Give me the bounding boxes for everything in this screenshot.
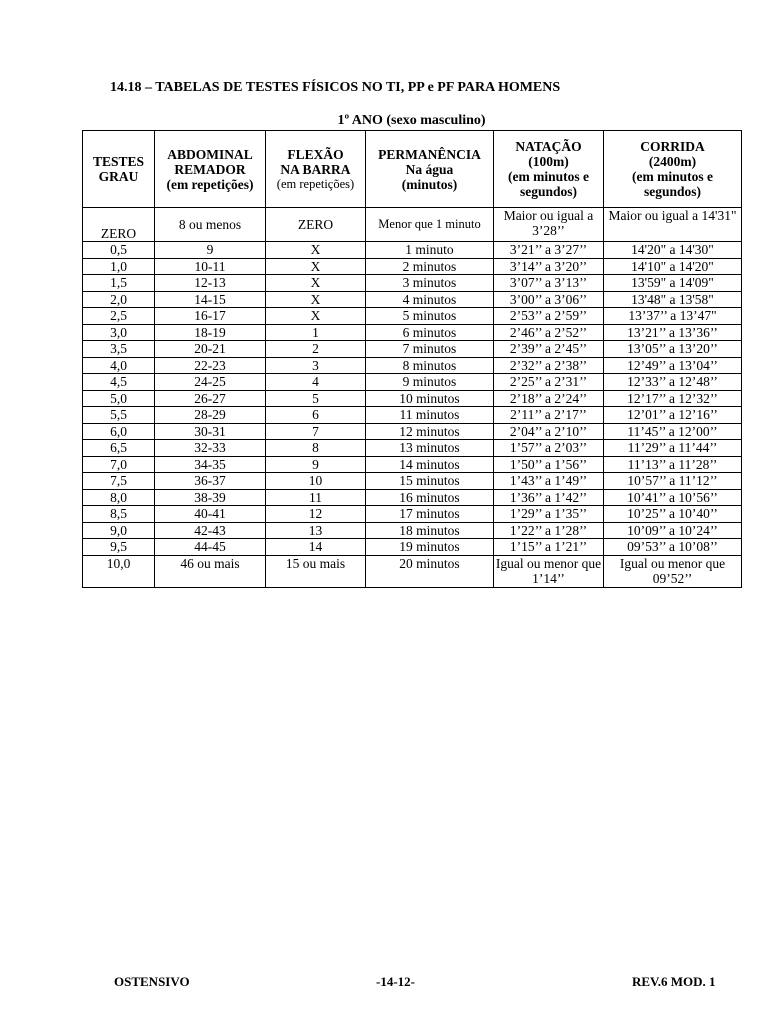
table-row [83, 242, 742, 259]
cell-natacao: 2’11’’ a 2’17’’ [494, 407, 604, 424]
header-corrida: CORRIDA (2400m) (em minutos e segundos) [604, 131, 742, 208]
cell-permanencia: 17 minutos [366, 506, 494, 523]
table-row [83, 423, 742, 440]
cell-permanencia: 7 minutos [366, 341, 494, 358]
cell-corrida: 09’53’’ a 10’08’’ [604, 539, 742, 556]
cell-grau: ZERO [83, 208, 155, 242]
table-row [83, 440, 742, 457]
cell-abdominal: 42-43 [155, 522, 266, 539]
cell-natacao: Igual ou menor que 1’14’’ [494, 555, 604, 587]
cell-natacao: 3’14’’ a 3’20’’ [494, 258, 604, 275]
cell-flexao: 1 [266, 324, 366, 341]
cell-corrida: 14'10" a 14'20" [604, 258, 742, 275]
cell-abdominal: 26-27 [155, 390, 266, 407]
cell-corrida: 11’45’’ a 12’00’’ [604, 423, 742, 440]
cell-abdominal: 32-33 [155, 440, 266, 457]
cell-abdominal: 44-45 [155, 539, 266, 556]
cell-abdominal: 18-19 [155, 324, 266, 341]
cell-natacao: 3’21’’ a 3’27’’ [494, 242, 604, 259]
cell-corrida: 12’33’’ a 12’48’’ [604, 374, 742, 391]
header-flexao: FLEXÃO NA BARRA (em repetições) [266, 131, 366, 208]
cell-abdominal: 12-13 [155, 275, 266, 292]
cell-grau: 8,5 [83, 506, 155, 523]
table-row [83, 258, 742, 275]
table-caption: 1º ANO (sexo masculino) [337, 113, 486, 128]
cell-corrida: 12’17’’ a 12’32’’ [604, 390, 742, 407]
cell-corrida: 12’01’’ a 12’16’’ [604, 407, 742, 424]
cell-flexao: 12 [266, 506, 366, 523]
cell-abdominal: 34-35 [155, 456, 266, 473]
cell-corrida: 10’25’’ a 10’40’’ [604, 506, 742, 523]
cell-grau: 10,0 [83, 555, 155, 587]
cell-flexao: X [266, 242, 366, 259]
cell-permanencia: 6 minutos [366, 324, 494, 341]
cell-permanencia: 1 minuto [366, 242, 494, 259]
cell-grau: 7,0 [83, 456, 155, 473]
cell-abdominal: 22-23 [155, 357, 266, 374]
cell-abdominal: 24-25 [155, 374, 266, 391]
table-row [83, 456, 742, 473]
cell-natacao: 1’57’’ a 2’03’’ [494, 440, 604, 457]
cell-grau: 2,0 [83, 291, 155, 308]
cell-grau: 5,0 [83, 390, 155, 407]
header-testes-grau: TESTES GRAU [83, 131, 155, 208]
cell-grau: 5,5 [83, 407, 155, 424]
table-row [83, 390, 742, 407]
cell-corrida: 10’09’’ a 10’24’’ [604, 522, 742, 539]
cell-permanencia: 18 minutos [366, 522, 494, 539]
cell-abdominal: 16-17 [155, 308, 266, 325]
cell-abdominal: 40-41 [155, 506, 266, 523]
cell-grau: 1,0 [83, 258, 155, 275]
cell-permanencia: 11 minutos [366, 407, 494, 424]
cell-natacao: Maior ou igual a 3’28’’ [494, 208, 604, 242]
table-row [83, 208, 742, 242]
cell-corrida: 13'59" a 14'09" [604, 275, 742, 292]
cell-natacao: 1’29’’ a 1’35’’ [494, 506, 604, 523]
cell-abdominal: 20-21 [155, 341, 266, 358]
cell-grau: 3,0 [83, 324, 155, 341]
cell-flexao: 15 ou mais [266, 555, 366, 587]
cell-grau: 2,5 [83, 308, 155, 325]
cell-natacao: 3’00’’ a 3’06’’ [494, 291, 604, 308]
footer-classification: OSTENSIVO [114, 974, 190, 989]
cell-natacao: 2’46’’ a 2’52’’ [494, 324, 604, 341]
table-row [83, 324, 742, 341]
cell-abdominal: 38-39 [155, 489, 266, 506]
cell-grau: 9,5 [83, 539, 155, 556]
cell-corrida: 13'48" a 13'58" [604, 291, 742, 308]
table-row [83, 522, 742, 539]
cell-permanencia: 12 minutos [366, 423, 494, 440]
cell-flexao: 6 [266, 407, 366, 424]
cell-grau: 1,5 [83, 275, 155, 292]
table-row [83, 489, 742, 506]
cell-flexao: 13 [266, 522, 366, 539]
cell-grau: 4,5 [83, 374, 155, 391]
header-permanencia: PERMANÊNCIA Na água (minutos) [366, 131, 494, 208]
cell-natacao: 2’25’’ a 2’31’’ [494, 374, 604, 391]
cell-flexao: ZERO [266, 208, 366, 242]
cell-flexao: 4 [266, 374, 366, 391]
cell-flexao: X [266, 275, 366, 292]
cell-natacao: 1’36’’ a 1’42’’ [494, 489, 604, 506]
table-header-row [83, 131, 742, 208]
table-row [83, 473, 742, 490]
cell-grau: 8,0 [83, 489, 155, 506]
cell-permanencia: 9 minutos [366, 374, 494, 391]
cell-permanencia: 15 minutos [366, 473, 494, 490]
cell-corrida: Maior ou igual a 14'31" [604, 208, 742, 242]
cell-permanencia: 20 minutos [366, 555, 494, 587]
cell-corrida: 14'20" a 14'30" [604, 242, 742, 259]
cell-corrida: 12’49’’ a 13’04’’ [604, 357, 742, 374]
cell-flexao: 7 [266, 423, 366, 440]
cell-permanencia: 4 minutos [366, 291, 494, 308]
cell-flexao: X [266, 291, 366, 308]
table-row [83, 555, 742, 587]
cell-natacao: 1’43’’ a 1’49’’ [494, 473, 604, 490]
cell-permanencia: 10 minutos [366, 390, 494, 407]
cell-abdominal: 9 [155, 242, 266, 259]
cell-permanencia: 14 minutos [366, 456, 494, 473]
cell-natacao: 2’53’’ a 2’59’’ [494, 308, 604, 325]
cell-flexao: 5 [266, 390, 366, 407]
cell-abdominal: 8 ou menos [155, 208, 266, 242]
cell-grau: 4,0 [83, 357, 155, 374]
cell-permanencia: 2 minutos [366, 258, 494, 275]
cell-natacao: 1’50’’ a 1’56’’ [494, 456, 604, 473]
footer-revision: REV.6 MOD. 1 [632, 974, 716, 989]
cell-natacao: 3’07’’ a 3’13’’ [494, 275, 604, 292]
cell-abdominal: 28-29 [155, 407, 266, 424]
cell-corrida: 13’05’’ a 13’20’’ [604, 341, 742, 358]
cell-flexao: 3 [266, 357, 366, 374]
cell-flexao: X [266, 258, 366, 275]
cell-flexao: 8 [266, 440, 366, 457]
cell-grau: 7,5 [83, 473, 155, 490]
cell-abdominal: 10-11 [155, 258, 266, 275]
cell-abdominal: 36-37 [155, 473, 266, 490]
page-heading: 14.18 – TABELAS DE TESTES FÍSICOS NO TI, PP e PF PARA HOMENS [110, 80, 561, 95]
cell-abdominal: 14-15 [155, 291, 266, 308]
cell-natacao: 2’04’’ a 2’10’’ [494, 423, 604, 440]
table-row [83, 357, 742, 374]
cell-flexao: 2 [266, 341, 366, 358]
header-natacao: NATAÇÃO (100m) (em minutos e segundos) [494, 131, 604, 208]
cell-natacao: 2’39’’ a 2’45’’ [494, 341, 604, 358]
cell-permanencia: 16 minutos [366, 489, 494, 506]
cell-grau: 9,0 [83, 522, 155, 539]
cell-permanencia: 19 minutos [366, 539, 494, 556]
cell-natacao: 1’15’’ a 1’21’’ [494, 539, 604, 556]
cell-corrida: Igual ou menor que 09’52’’ [604, 555, 742, 587]
cell-grau: 3,5 [83, 341, 155, 358]
cell-natacao: 1’22’’ a 1’28’’ [494, 522, 604, 539]
table-row [83, 275, 742, 292]
cell-permanencia: Menor que 1 minuto [366, 208, 494, 242]
cell-corrida: 13’21’’ a 13’36’’ [604, 324, 742, 341]
cell-natacao: 2’18’’ a 2’24’’ [494, 390, 604, 407]
cell-natacao: 2’32’’ a 2’38’’ [494, 357, 604, 374]
cell-flexao: 11 [266, 489, 366, 506]
cell-permanencia: 8 minutos [366, 357, 494, 374]
cell-corrida: 10’41’’ a 10’56’’ [604, 489, 742, 506]
fitness-test-table [82, 130, 742, 588]
cell-corrida: 13’37’’ a 13’47" [604, 308, 742, 325]
cell-grau: 6,0 [83, 423, 155, 440]
cell-flexao: 14 [266, 539, 366, 556]
cell-flexao: 9 [266, 456, 366, 473]
cell-corrida: 11’29’’ a 11’44’’ [604, 440, 742, 457]
table-row [83, 341, 742, 358]
cell-grau: 6,5 [83, 440, 155, 457]
cell-grau: 0,5 [83, 242, 155, 259]
table-row [83, 539, 742, 556]
cell-corrida: 11’13’’ a 11’28’’ [604, 456, 742, 473]
table-row [83, 308, 742, 325]
cell-permanencia: 13 minutos [366, 440, 494, 457]
cell-corrida: 10’57’’ a 11’12’’ [604, 473, 742, 490]
cell-abdominal: 30-31 [155, 423, 266, 440]
table-row [83, 506, 742, 523]
table-row [83, 291, 742, 308]
cell-flexao: X [266, 308, 366, 325]
cell-permanencia: 5 minutos [366, 308, 494, 325]
footer-page-number: -14-12- [376, 974, 415, 989]
cell-permanencia: 3 minutos [366, 275, 494, 292]
cell-flexao: 10 [266, 473, 366, 490]
table-row [83, 407, 742, 424]
header-abdominal: ABDOMINAL REMADOR (em repetições) [155, 131, 266, 208]
table-row [83, 374, 742, 391]
cell-abdominal: 46 ou mais [155, 555, 266, 587]
